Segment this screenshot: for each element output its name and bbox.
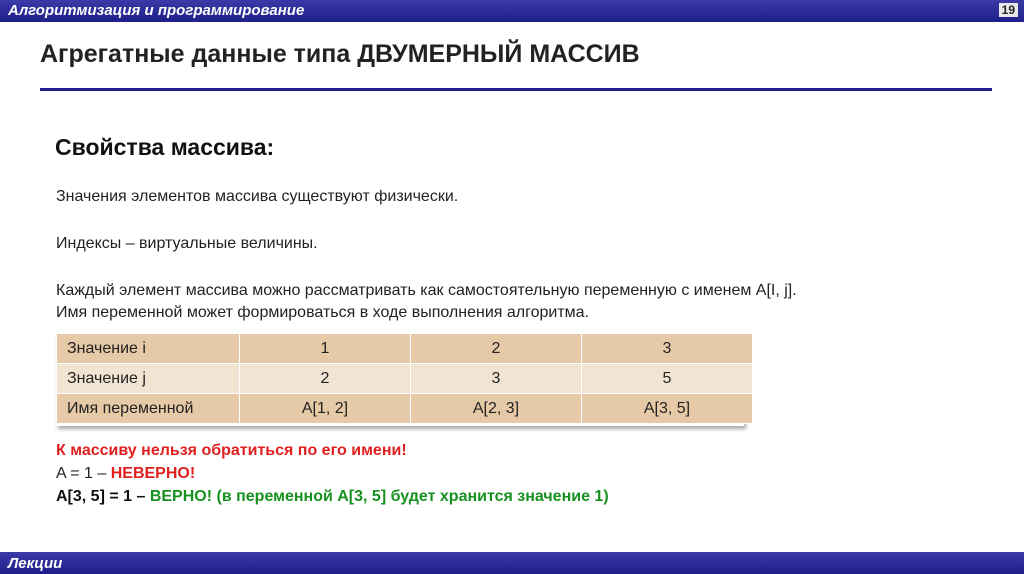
warning-text: К массиву нельзя обратиться по его имени!	[56, 442, 407, 459]
wrong-example-code: A = 1 –	[56, 465, 111, 482]
table-row	[57, 394, 753, 424]
table-cell: 5	[582, 364, 753, 394]
title-divider	[40, 88, 992, 91]
table-cell: 2	[411, 334, 582, 364]
index-table	[56, 333, 753, 424]
table-cell: 1	[240, 334, 411, 364]
paragraph-name: Имя переменной может формироваться в ходе выполнения алгоритма.	[56, 304, 589, 321]
page-number: 19	[999, 3, 1018, 17]
note-right-example	[56, 486, 609, 508]
note-wrong-example	[56, 463, 195, 485]
table-cell: 3	[411, 364, 582, 394]
right-flag: ВЕРНО! (в переменной A[3, 5] будет хранится значение 1)	[149, 488, 609, 505]
table-row	[57, 364, 753, 394]
slide-title: Агрегатные данные типа ДВУМЕРНЫЙ МАССИВ	[40, 40, 640, 68]
table-cell: A[1, 2]	[240, 394, 411, 424]
table-cell: A[2, 3]	[411, 394, 582, 424]
paragraph-values: Значения элементов массива существуют физически.	[56, 188, 459, 205]
section-heading: Свойства массива:	[55, 134, 275, 160]
paragraph-element: Каждый элемент массива можно рассматривать как самостоятельную переменную с именем A[I, j].	[56, 282, 797, 299]
table-cell: 3	[582, 334, 753, 364]
paragraph-indices: Индексы – виртуальные величины.	[56, 235, 318, 252]
footer-label: Лекции	[8, 555, 63, 572]
table-row	[57, 334, 753, 364]
wrong-flag: НЕВЕРНО!	[110, 465, 196, 482]
header-bar	[0, 0, 1024, 22]
note-warning	[56, 440, 407, 462]
table-cell: 2	[240, 364, 411, 394]
table-cell: A[3, 5]	[582, 394, 753, 424]
row-label: Значение i	[57, 334, 240, 364]
right-example-code: A[3, 5] = 1 –	[56, 488, 150, 505]
course-title: Алгоритмизация и программирование	[8, 2, 305, 19]
footer-bar	[0, 552, 1024, 574]
row-label: Значение j	[57, 364, 240, 394]
row-label: Имя переменной	[57, 394, 240, 424]
